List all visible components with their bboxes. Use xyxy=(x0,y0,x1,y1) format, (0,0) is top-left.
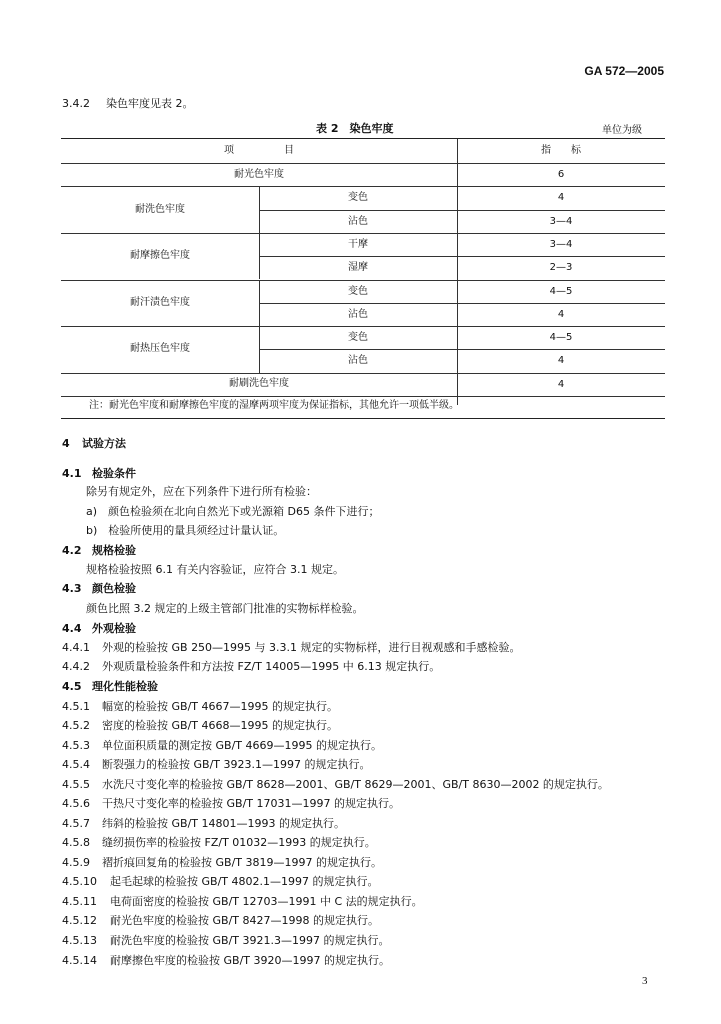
section-paragraph xyxy=(86,505,380,519)
section-number: 4.5.12 xyxy=(62,914,97,927)
section-text: 断裂强力的检验按 GB/T 3923.1—1997 的规定执行。 xyxy=(102,758,371,771)
section-paragraph xyxy=(62,719,338,733)
row-rule xyxy=(61,233,665,234)
table-cell-item: 耐热压色牢度 xyxy=(130,343,190,355)
section-number: 4.2 xyxy=(62,544,82,557)
clause-3-4-2 xyxy=(62,97,194,111)
section-text: 纬斜的检验按 GB/T 14801—1993 的规定执行。 xyxy=(102,817,345,830)
section-heading xyxy=(62,437,126,451)
section-text: 试验方法 xyxy=(82,437,126,450)
section-paragraph xyxy=(62,739,382,753)
section-heading xyxy=(62,582,136,596)
row-rule xyxy=(61,280,665,281)
row-rule-partial xyxy=(259,256,665,257)
section-paragraph xyxy=(62,856,382,870)
section-paragraph xyxy=(86,602,364,616)
row-rule xyxy=(61,326,665,327)
table-cell-value: 4 xyxy=(557,378,565,390)
section-number: 4.5.6 xyxy=(62,797,90,810)
clause-number: 3.4.2 xyxy=(62,97,90,110)
section-text: 外观的检验按 GB 250—1995 与 3.3.1 规定的实物标样，进行目视观感和手感检验。 xyxy=(102,641,521,654)
table-cell-value: 2—3 xyxy=(549,262,573,274)
colorfastness-table xyxy=(61,138,665,419)
section-paragraph xyxy=(86,485,317,499)
table-unit: 单位为级 xyxy=(602,125,642,136)
section-paragraph xyxy=(86,563,344,577)
clause-text: 染色牢度见表 2。 xyxy=(106,97,194,110)
section-number: 4.5.14 xyxy=(62,954,97,967)
section-text: 干热尺寸变化率的检验按 GB/T 17031—1997 的规定执行。 xyxy=(102,797,400,810)
section-paragraph xyxy=(62,875,378,889)
section-number: 4.5.7 xyxy=(62,817,90,830)
header-item: 项 目 xyxy=(224,145,294,156)
table-cell-sub: 变色 xyxy=(348,285,368,297)
section-text: 耐洗色牢度的检验按 GB/T 3921.3—1997 的规定执行。 xyxy=(110,934,390,947)
row-rule xyxy=(61,186,665,187)
table-cell-sub: 干摩 xyxy=(348,238,368,250)
section-text: 缝纫损伤率的检验按 FZ/T 01032—1993 的规定执行。 xyxy=(102,836,376,849)
section-text: 规格检验 xyxy=(92,544,136,557)
standard-code: GA 572—2005 xyxy=(584,64,664,78)
section-number: 4.4 xyxy=(62,622,82,635)
section-text: b) 检验所使用的量具须经过计量认证。 xyxy=(86,524,285,537)
header-rule xyxy=(61,163,665,164)
table-cell-item: 耐汗渍色牢度 xyxy=(130,296,190,308)
section-paragraph xyxy=(62,914,379,928)
page-number: 3 xyxy=(642,975,648,987)
section-number: 4.5.5 xyxy=(62,778,90,791)
section-number: 4.5.11 xyxy=(62,895,97,908)
section-paragraph xyxy=(62,778,609,792)
section-text: 密度的检验按 GB/T 4668—1995 的规定执行。 xyxy=(102,719,338,732)
section-heading xyxy=(62,544,136,558)
section-heading xyxy=(62,680,158,694)
section-number: 4.5.3 xyxy=(62,739,90,752)
table-cell-sub: 湿摩 xyxy=(348,262,368,274)
section-number: 4.5.8 xyxy=(62,836,90,849)
section-paragraph xyxy=(62,895,423,909)
section-text: 检验条件 xyxy=(92,467,136,480)
section-text: 除另有规定外，应在下列条件下进行所有检验： xyxy=(86,485,317,498)
section-text: 颜色检验 xyxy=(92,582,136,595)
section-text: 褶折痕回复角的检验按 GB/T 3819—1997 的规定执行。 xyxy=(102,856,382,869)
section-number: 4.4.2 xyxy=(62,660,90,673)
section-text: 规格检验按照 6.1 有关内容验证，应符合 3.1 规定。 xyxy=(86,563,344,576)
row-rule-partial xyxy=(259,349,665,350)
section-paragraph xyxy=(62,934,389,948)
section-text: 水洗尺寸变化率的检验按 GB/T 8628—2001、GB/T 8629—2001、GB/T 8630—2002 的规定执行。 xyxy=(102,778,609,791)
section-heading xyxy=(62,467,136,481)
table-cell-item: 耐光色牢度 xyxy=(234,168,284,180)
section-number: 4.5.10 xyxy=(62,875,97,888)
section-number: 4.3 xyxy=(62,582,82,595)
table-cell-value: 3—4 xyxy=(549,238,573,250)
section-number: 4.1 xyxy=(62,467,82,480)
table-cell-value: 4 xyxy=(557,192,565,204)
section-text: 单位面积质量的测定按 GB/T 4669—1995 的规定执行。 xyxy=(102,739,382,752)
section-paragraph xyxy=(62,836,376,850)
section-paragraph xyxy=(62,817,345,831)
table-cell-value: 4—5 xyxy=(549,332,573,344)
section-text: a) 颜色检验须在北向自然光下或光源箱 D65 条件下进行； xyxy=(86,505,380,518)
section-paragraph xyxy=(62,660,440,674)
section-paragraph xyxy=(62,758,370,772)
note-rule xyxy=(61,396,665,397)
table-cell-value: 4 xyxy=(557,308,565,320)
table-note: 注：耐光色牢度和耐摩擦色牢度的湿摩两项牢度为保证指标，其他允许一项低半级。 xyxy=(89,400,459,411)
table-cell-sub: 变色 xyxy=(348,192,368,204)
header-index: 指 标 xyxy=(541,145,581,156)
section-number: 4 xyxy=(62,437,70,450)
section-number: 4.5.2 xyxy=(62,719,90,732)
section-text: 起毛起球的检验按 GB/T 4802.1—1997 的规定执行。 xyxy=(110,875,379,888)
table-cell-value: 4 xyxy=(557,355,565,367)
section-text: 颜色比照 3.2 规定的上级主管部门批准的实物标样检验。 xyxy=(86,602,364,615)
table-cell-item: 耐摩擦色牢度 xyxy=(130,250,190,262)
section-paragraph xyxy=(62,797,400,811)
section-number: 4.4.1 xyxy=(62,641,90,654)
table-title: 表 2 染色牢度 xyxy=(316,122,394,135)
section-text: 外观检验 xyxy=(92,622,136,635)
section-number: 4.5.9 xyxy=(62,856,90,869)
table-cell-item: 耐洗色牢度 xyxy=(135,203,185,215)
section-text: 幅宽的检验按 GB/T 4667—1995 的规定执行。 xyxy=(102,700,338,713)
section-text: 耐摩擦色牢度的检验按 GB/T 3920—1997 的规定执行。 xyxy=(110,954,390,967)
row-rule-partial xyxy=(259,210,665,211)
row-rule-partial xyxy=(259,303,665,304)
row-rule xyxy=(61,373,665,374)
section-paragraph xyxy=(62,641,521,655)
table-cell-sub: 变色 xyxy=(348,332,368,344)
section-text: 电荷面密度的检验按 GB/T 12703—1991 中 C 法的规定执行。 xyxy=(110,895,423,908)
section-paragraph xyxy=(62,700,338,714)
section-heading xyxy=(62,622,136,636)
section-number: 4.5.1 xyxy=(62,700,90,713)
table-cell-value: 6 xyxy=(557,169,565,180)
section-number: 4.5.13 xyxy=(62,934,97,947)
section-text: 耐光色牢度的检验按 GB/T 8427—1998 的规定执行。 xyxy=(110,914,379,927)
table-cell-sub: 沾色 xyxy=(348,355,368,367)
section-text: 理化性能检验 xyxy=(92,680,158,693)
section-number: 4.5.4 xyxy=(62,758,90,771)
table-cell-item: 耐刷洗色牢度 xyxy=(229,378,289,390)
table-cell-value: 4—5 xyxy=(549,285,573,297)
section-paragraph xyxy=(86,524,284,538)
section-paragraph xyxy=(62,954,390,968)
section-text: 外观质量检验条件和方法按 FZ/T 14005—1995 中 6.13 规定执行。 xyxy=(102,660,441,673)
table-cell-sub: 沾色 xyxy=(348,215,368,227)
table-cell-value: 3—4 xyxy=(549,215,573,227)
table-cell-sub: 沾色 xyxy=(348,308,368,320)
section-number: 4.5 xyxy=(62,680,82,693)
